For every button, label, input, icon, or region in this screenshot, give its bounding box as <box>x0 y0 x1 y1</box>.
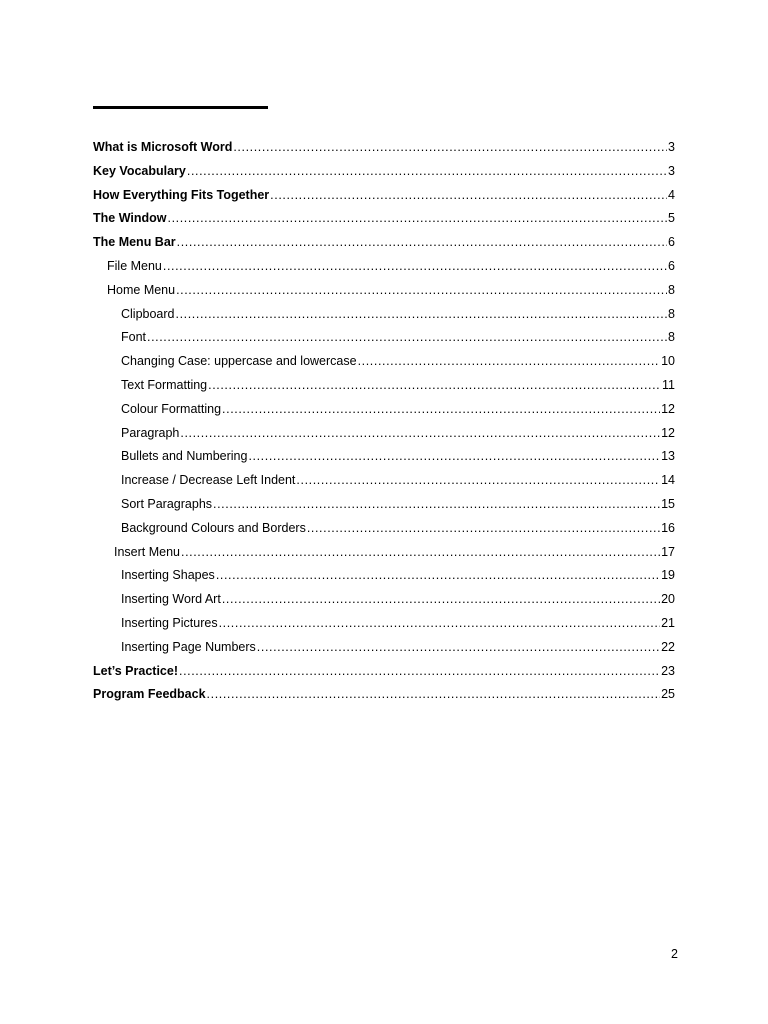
toc-entry-title: Home Menu <box>107 282 176 297</box>
toc-entry-page: 21 <box>661 615 675 630</box>
toc-entry-page: 6 <box>668 258 675 273</box>
toc-entry-page: 3 <box>668 163 675 178</box>
toc-entry-title: The Menu Bar <box>93 235 176 250</box>
toc-dot-leader <box>187 160 667 184</box>
toc-entry-title: Insert Menu <box>114 544 181 559</box>
toc-entry-inserting-shapes[interactable] <box>93 564 675 588</box>
toc-entry-page: 15 <box>661 496 675 511</box>
toc-entry-text-formatting[interactable] <box>93 374 675 398</box>
toc-entry-page: 13 <box>661 449 675 464</box>
toc-entry-page: 10 <box>661 354 675 369</box>
page-number: 2 <box>671 947 678 961</box>
toc-dot-leader <box>177 231 667 255</box>
toc-entry-title: The Window <box>93 211 167 226</box>
toc-entry-page: 20 <box>661 592 675 607</box>
toc-entry-title: Clipboard <box>121 306 175 321</box>
toc-entry-what-is-microsoft-word[interactable] <box>93 136 675 160</box>
toc-entry-page: 23 <box>661 663 675 678</box>
toc-entry-key-vocabulary[interactable] <box>93 160 675 184</box>
toc-entry-title: Program Feedback <box>93 687 206 702</box>
toc-entry-title: File Menu <box>107 258 162 273</box>
toc-entry-page: 17 <box>661 544 675 559</box>
toc-entry-colour-formatting[interactable] <box>93 398 675 422</box>
toc-entry-title: Inserting Page Numbers <box>121 639 256 654</box>
toc-entry-title: Sort Paragraphs <box>121 496 213 511</box>
toc-entry-paragraph[interactable] <box>93 422 675 446</box>
toc-entry-page: 25 <box>661 687 675 702</box>
toc-dot-leader <box>168 207 668 231</box>
toc-entry-home-menu[interactable] <box>93 279 675 303</box>
table-of-contents <box>93 136 675 707</box>
toc-entry-page: 22 <box>661 639 675 654</box>
toc-entry-page: 5 <box>668 211 675 226</box>
toc-entry-title: Let’s Practice! <box>93 663 178 678</box>
toc-entry-inserting-pictures[interactable] <box>93 612 675 636</box>
toc-entry-title: What is Microsoft Word <box>93 140 233 154</box>
toc-entry-title: Inserting Shapes <box>121 568 215 583</box>
toc-entry-title: How Everything Fits Together <box>93 187 270 202</box>
toc-dot-leader <box>180 422 660 446</box>
heading-rule <box>93 106 268 109</box>
toc-entry-page: 11 <box>662 377 675 392</box>
toc-dot-leader <box>213 493 660 517</box>
toc-entry-page: 14 <box>661 473 675 488</box>
toc-entry-title: Changing Case: uppercase and lowercase <box>121 354 357 369</box>
toc-dot-leader <box>222 588 660 612</box>
toc-entry-program-feedback[interactable] <box>93 683 675 707</box>
toc-entry-lets-practice[interactable] <box>93 660 675 684</box>
toc-entry-page: 6 <box>668 235 675 250</box>
toc-entry-background-colours-and-borders[interactable] <box>93 517 675 541</box>
toc-entry-how-everything-fits-together[interactable] <box>93 184 675 208</box>
toc-entry-file-menu[interactable] <box>93 255 675 279</box>
toc-dot-leader <box>216 564 660 588</box>
toc-entry-page: 4 <box>668 187 675 202</box>
toc-dot-leader <box>233 136 667 160</box>
toc-entry-title: Colour Formatting <box>121 401 222 416</box>
toc-entry-page: 12 <box>661 425 675 440</box>
toc-dot-leader <box>358 350 661 374</box>
toc-entry-increase-decrease-left-indent[interactable] <box>93 469 675 493</box>
toc-entry-inserting-word-art[interactable] <box>93 588 675 612</box>
toc-entry-title: Key Vocabulary <box>93 163 186 178</box>
toc-entry-title: Inserting Word Art <box>121 592 221 607</box>
toc-entry-title: Increase / Decrease Left Indent <box>121 473 296 488</box>
toc-entry-title: Font <box>121 330 147 345</box>
toc-dot-leader <box>222 398 660 422</box>
toc-entry-the-window[interactable] <box>93 207 675 231</box>
toc-dot-leader <box>207 683 661 707</box>
toc-dot-leader <box>176 303 668 327</box>
toc-entry-inserting-page-numbers[interactable] <box>93 636 675 660</box>
toc-entry-title: Inserting Pictures <box>121 615 218 630</box>
toc-entry-title: Text Formatting <box>121 377 208 392</box>
toc-entry-sort-paragraphs[interactable] <box>93 493 675 517</box>
toc-entry-page: 3 <box>668 140 675 154</box>
toc-entry-changing-case[interactable] <box>93 350 675 374</box>
toc-dot-leader <box>270 184 667 208</box>
toc-entry-page: 8 <box>668 330 675 345</box>
toc-dot-leader <box>179 660 660 684</box>
toc-dot-leader <box>307 517 660 541</box>
toc-dot-leader <box>181 541 660 565</box>
toc-entry-page: 8 <box>668 306 675 321</box>
toc-dot-leader <box>208 374 661 398</box>
toc-entry-page: 19 <box>661 568 675 583</box>
toc-entry-bullets-and-numbering[interactable] <box>93 445 675 469</box>
toc-entry-page: 16 <box>661 520 675 535</box>
toc-entry-title: Paragraph <box>121 425 180 440</box>
toc-entry-insert-menu[interactable] <box>93 541 675 565</box>
toc-entry-title: Bullets and Numbering <box>121 449 248 464</box>
toc-entry-font[interactable] <box>93 326 675 350</box>
toc-dot-leader <box>248 445 660 469</box>
toc-dot-leader <box>163 255 667 279</box>
toc-entry-the-menu-bar[interactable] <box>93 231 675 255</box>
toc-entry-page: 12 <box>661 401 675 416</box>
toc-dot-leader <box>147 326 667 350</box>
toc-entry-title: Background Colours and Borders <box>121 520 306 535</box>
toc-dot-leader <box>176 279 667 303</box>
toc-dot-leader <box>296 469 660 493</box>
toc-dot-leader <box>219 612 661 636</box>
toc-entry-clipboard[interactable] <box>93 303 675 327</box>
toc-entry-page: 8 <box>668 282 675 297</box>
toc-dot-leader <box>257 636 660 660</box>
